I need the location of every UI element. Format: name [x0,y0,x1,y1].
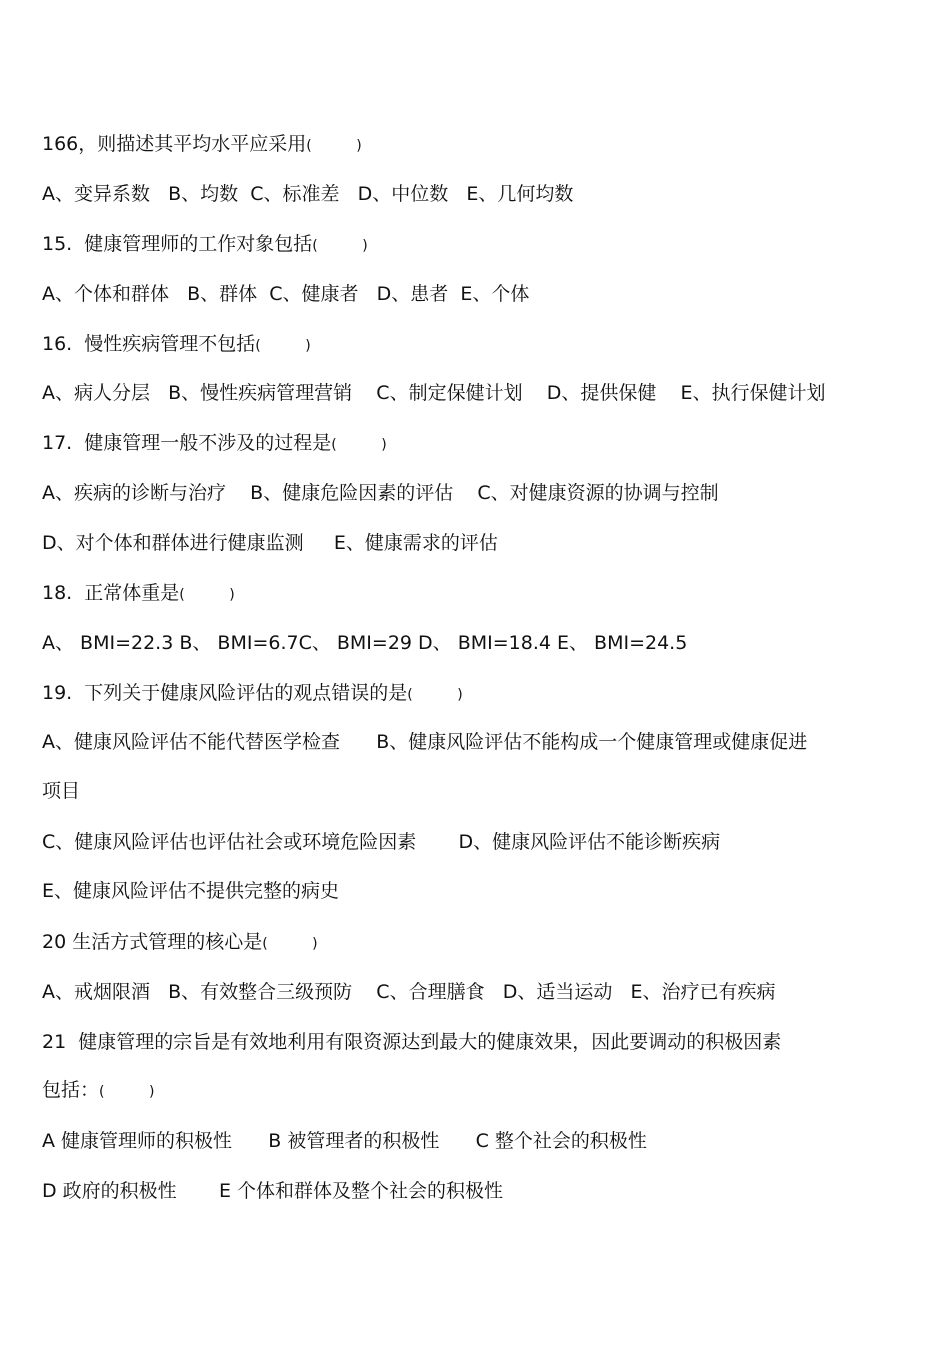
line-text: A、戒烟限酒 B、有效整合三级预防 C、合理膳食 D、适当运动 E、治疗已有疾病 [42,981,776,1003]
question-20-options [42,980,775,1004]
line-text: 166，则描述其平均水平应采用 [42,133,307,155]
line-text: A、健康风险评估不能代替医学检查 B、健康风险评估不能构成一个健康管理或健康促进 [42,731,808,753]
question-21-options-2 [42,1179,503,1203]
line-text: 17. 健康管理一般不涉及的过程是 [42,432,332,454]
answer-blank: ( ) [407,687,463,703]
line-text: 项目 [42,780,81,802]
question-20-stem [42,930,318,956]
line-text: D 政府的积极性 E 个体和群体及整个社会的积极性 [42,1180,503,1202]
line-text: A、个体和群体 B、群体 C、健康者 D、患者 E、个体 [42,283,530,305]
answer-blank: ( ) [179,587,235,603]
question-18-options [42,631,687,655]
line-text: A、 BMI=22.3 B、 BMI=6.7C、 BMI=29 D、 BMI=18.4 E、 BMI=24.5 [42,632,688,654]
line-text: 15. 健康管理师的工作对象包括 [42,233,313,255]
line-text: A、病人分层 B、慢性疾病管理营销 C、制定保健计划 D、提供保健 E、执行保健计划 [42,382,826,404]
question-15-stem [42,232,368,258]
line-text: 包括： [42,1079,100,1101]
question-17-options-2 [42,531,498,555]
line-text: A、疾病的诊断与治疗 B、健康危险因素的评估 C、对健康资源的协调与控制 [42,482,719,504]
question-19-options-1 [42,730,807,754]
question-166-stem [42,132,362,158]
question-19-options-1-cont [42,779,80,803]
line-text: A、变异系数 B、均数 C、标准差 D、中位数 E、几何均数 [42,183,574,205]
answer-blank: ( ) [262,936,318,952]
question-19-stem [42,681,463,707]
line-text: 21 健康管理的宗旨是有效地利用有限资源达到最大的健康效果，因此要调动的积极因素 [42,1031,782,1053]
question-19-options-3 [42,879,339,903]
question-21-stem-cont [42,1078,154,1104]
answer-blank: ( ) [255,338,311,354]
line-text: 20 生活方式管理的核心是 [42,931,263,953]
question-16-stem [42,332,311,358]
answer-blank: ( ) [331,437,387,453]
line-text: 16. 慢性疾病管理不包括 [42,333,256,355]
question-21-stem [42,1030,781,1054]
question-166-options [42,182,573,206]
question-18-stem [42,581,235,607]
answer-blank: ( ) [99,1084,155,1100]
answer-blank: ( ) [312,238,368,254]
line-text: E、健康风险评估不提供完整的病史 [42,880,340,902]
question-15-options [42,282,529,306]
answer-blank: ( ) [306,138,362,154]
question-19-options-2 [42,830,720,854]
line-text: 18. 正常体重是 [42,582,180,604]
line-text: C、健康风险评估也评估社会或环境危险因素 D、健康风险评估不能诊断疾病 [42,831,721,853]
line-text: 19. 下列关于健康风险评估的观点错误的是 [42,682,408,704]
question-21-options-1 [42,1129,647,1153]
line-text: A 健康管理师的积极性 B 被管理者的积极性 C 整个社会的积极性 [42,1130,647,1152]
question-17-options-1 [42,481,719,505]
question-17-stem [42,431,387,457]
question-16-options [42,381,826,405]
line-text: D、对个体和群体进行健康监测 E、健康需求的评估 [42,532,498,554]
